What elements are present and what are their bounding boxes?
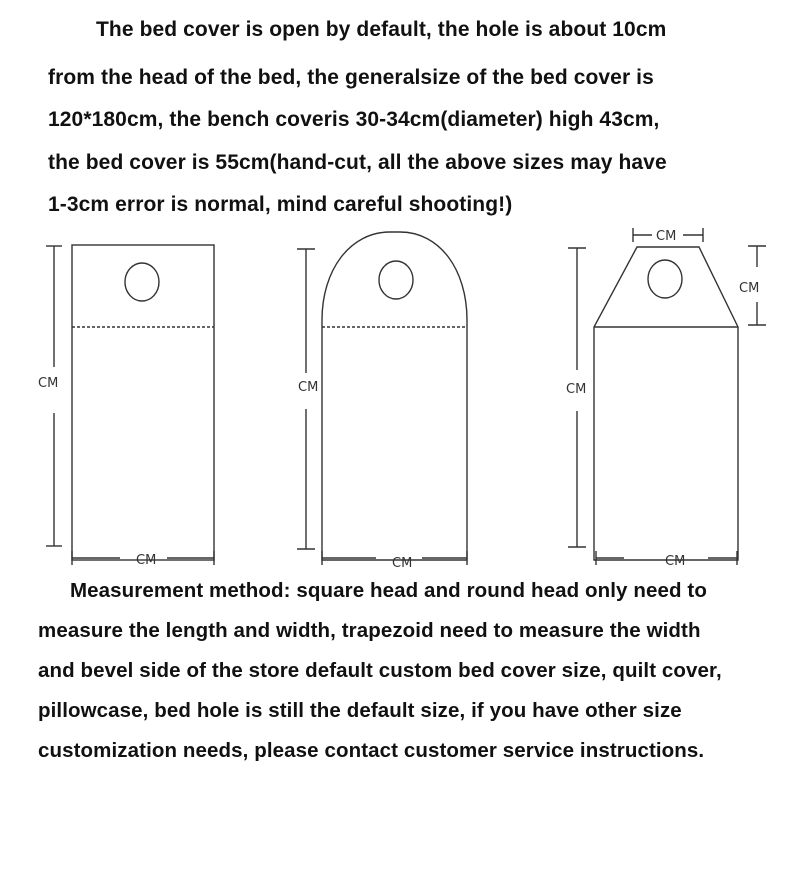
trapezoid-top-label: CM <box>656 229 677 244</box>
intro-line-1: The bed cover is open by default, the hole is about 10cm <box>96 18 667 41</box>
square-length-dimension <box>46 246 62 546</box>
measurement-line-1: Measurement method: square head and round head only need to <box>70 579 707 602</box>
square-head-outline <box>72 245 214 560</box>
round-head-hole <box>379 261 413 299</box>
round-head-outline <box>322 232 467 560</box>
square-head-hole <box>125 263 159 301</box>
diagrams-svg <box>0 215 790 575</box>
measurement-line-5: customization needs, please contact customer service instructions. <box>38 739 705 762</box>
trapezoid-length-dimension <box>568 248 586 547</box>
trapezoid-width-label: CM <box>665 554 686 569</box>
measurement-line-4: pillowcase, bed hole is still the default size, if you have other size <box>38 699 682 722</box>
measurement-line-3: and bevel side of the store default custom bed cover size, quilt cover, <box>38 659 722 682</box>
trapezoid-bevel-label: CM <box>739 281 760 296</box>
round-length-label: CM <box>298 380 319 395</box>
intro-line-3: 120*180cm, the bench coveris 30-34cm(diameter) high 43cm, <box>48 108 660 131</box>
trapezoid-head-hole <box>648 260 682 298</box>
intro-line-2: from the head of the bed, the generalsize of the bed cover is <box>48 66 654 89</box>
bed-cover-diagrams <box>0 215 790 575</box>
round-head-diagram <box>297 232 467 565</box>
measurement-line-2: measure the length and width, trapezoid need to measure the width <box>38 619 701 642</box>
intro-line-4: the bed cover is 55cm(hand-cut, all the above sizes may have <box>48 151 667 174</box>
intro-line-5: 1-3cm error is normal, mind careful shooting!) <box>48 193 513 216</box>
round-width-label: CM <box>392 556 413 571</box>
trapezoid-head-outline <box>594 247 738 560</box>
square-length-label: CM <box>38 376 59 391</box>
trapezoid-head-diagram <box>568 228 766 565</box>
square-head-diagram <box>46 245 214 565</box>
square-width-label: CM <box>136 553 157 568</box>
trapezoid-length-label: CM <box>566 382 587 397</box>
round-length-dimension <box>297 249 315 549</box>
